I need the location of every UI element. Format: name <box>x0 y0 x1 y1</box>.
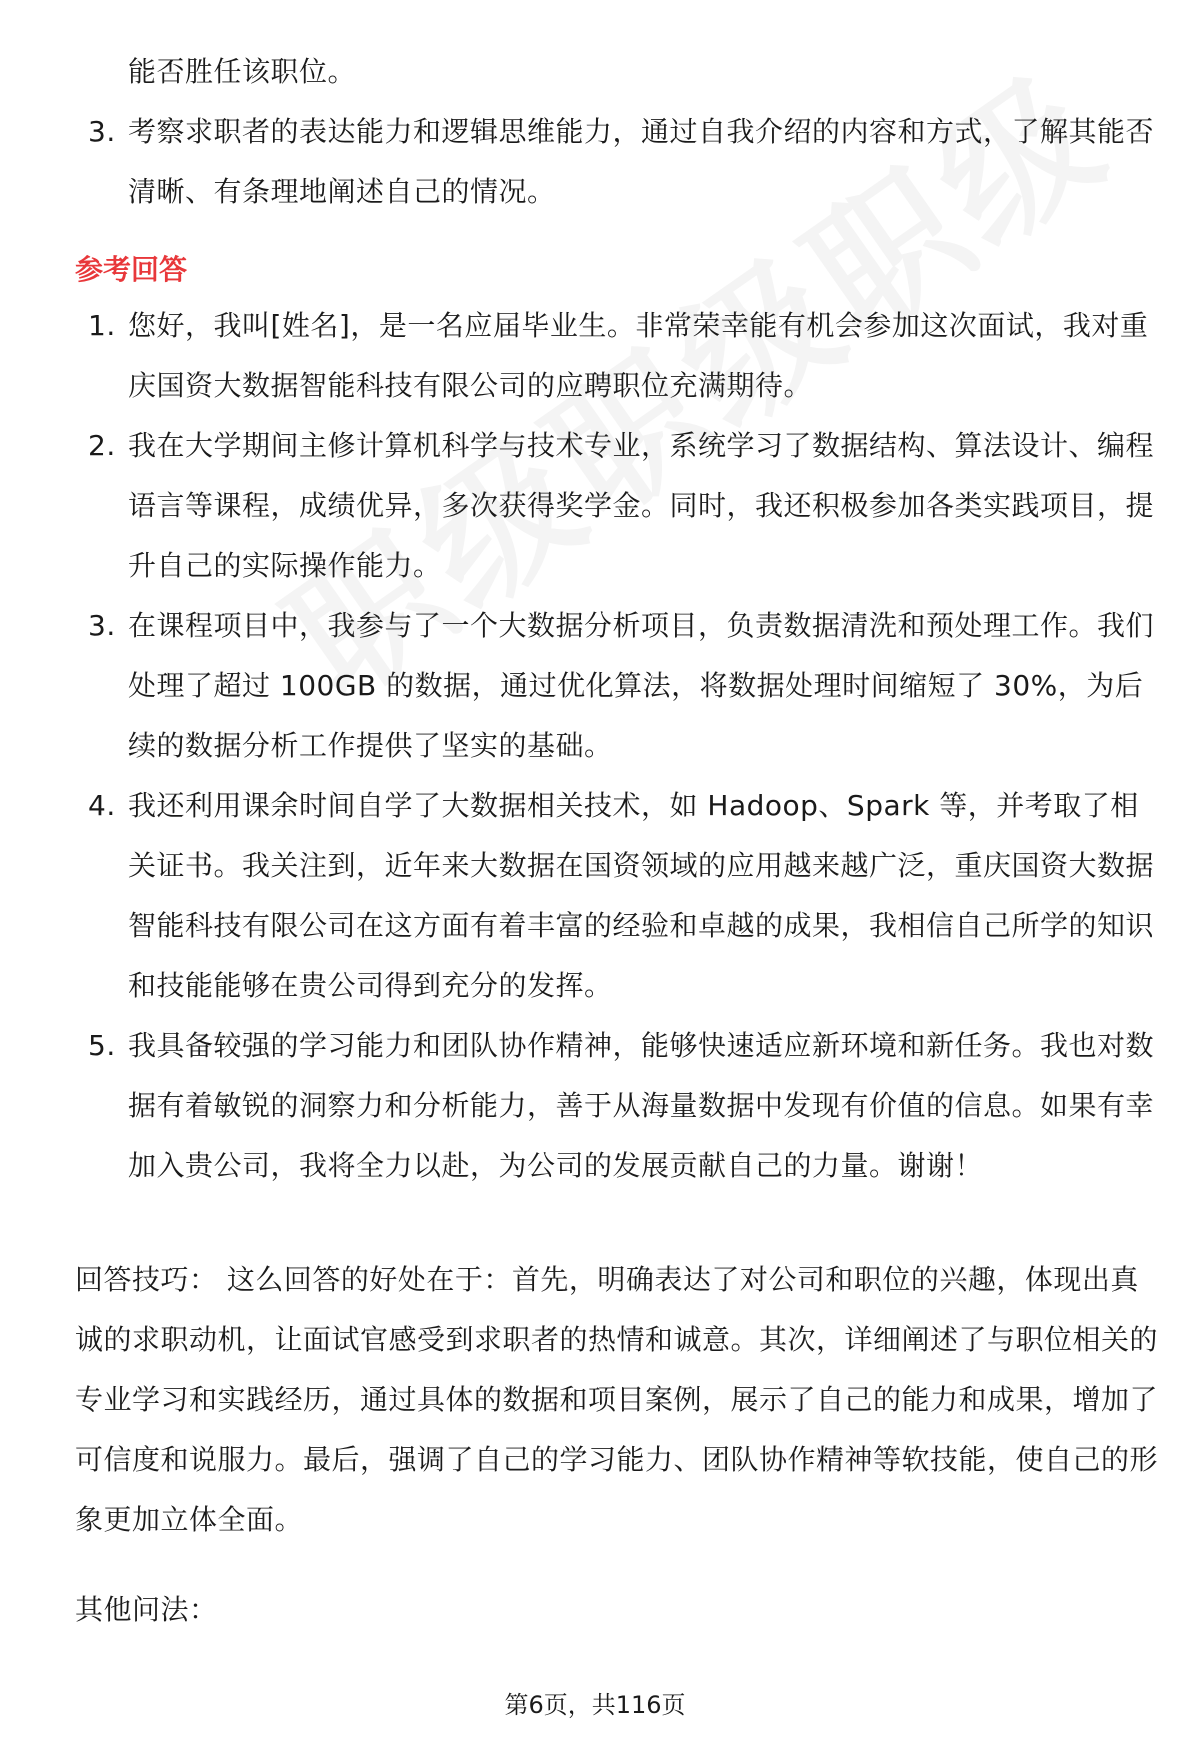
list-item <box>88 776 1158 1016</box>
answer-tips-paragraph: 回答技巧： 这么回答的好处在于：首先，明确表达了对公司和职位的兴趣，体现出真诚的求职动机，让面试官感受到求职者的热情和诚意。其次，详细阐述了与职位相关的专业学习和实践经历，通过具体的数据和项目案例，展示了自己的能力和成果，增加了可信度和说服力。最后，强调了自己的学习能力、团队协作精神等软技能，使自己的形象更加立体全面。 <box>75 1263 1159 1536</box>
list-item-number: 1. <box>88 309 116 342</box>
list-item-number: 2. <box>88 429 116 462</box>
list-item-text: 我具备较强的学习能力和团队协作精神，能够快速适应新环境和新任务。我也对数据有着敏锐的洞察力和分析能力，善于从海量数据中发现有价值的信息。如果有幸加入贵公司，我将全力以赴，为公司的发展贡献自己的力量。谢谢！ <box>128 1029 1155 1182</box>
list-item-text: 在课程项目中，我参与了一个大数据分析项目，负责数据清洗和预处理工作。我们处理了超过 100GB 的数据，通过优化算法，将数据处理时间缩短了 30%，为后续的数据分析工作提供了坚实的基础。 <box>128 609 1155 762</box>
list-item-number: 3. <box>88 609 116 642</box>
list-item-number: 5. <box>88 1029 116 1062</box>
list-item <box>88 1016 1158 1196</box>
reference-answer-heading: 参考回答 <box>75 253 188 286</box>
list-item-number: 4. <box>88 789 116 822</box>
page-number-footer: 第6页，共116页 <box>504 1691 686 1719</box>
list-item-text: 您好，我叫[姓名]，是一名应届毕业生。非常荣幸能有机会参加这次面试，我对重庆国资大数据智能科技有限公司的应聘职位充满期待。 <box>128 309 1149 402</box>
purpose-list <box>88 102 1158 222</box>
list-item-text: 我还利用课余时间自学了大数据相关技术，如 Hadoop、Spark 等，并考取了相关证书。我关注到，近年来大数据在国资领域的应用越来越广泛，重庆国资大数据智能科技有限公司在这方面有着丰富的经验和卓越的成果，我相信自己所学的知识和技能能够在贵公司得到充分的发挥。 <box>128 789 1155 1002</box>
list-item <box>88 416 1158 596</box>
other-questions-label: 其他问法： <box>75 1593 218 1626</box>
list-item <box>88 102 1158 222</box>
list-item <box>88 596 1158 776</box>
continuation-line: 能否胜任该职位。 <box>128 55 357 88</box>
list-item-text: 我在大学期间主修计算机科学与技术专业，系统学习了数据结构、算法设计、编程语言等课程，成绩优异，多次获得奖学金。同时，我还积极参加各类实践项目，提升自己的实际操作能力。 <box>128 429 1155 582</box>
list-item-number: 3. <box>88 115 116 148</box>
list-item <box>88 296 1158 416</box>
list-item-text: 考察求职者的表达能力和逻辑思维能力，通过自我介绍的内容和方式，了解其能否清晰、有条理地阐述自己的情况。 <box>128 115 1155 208</box>
answer-list <box>88 296 1158 1196</box>
